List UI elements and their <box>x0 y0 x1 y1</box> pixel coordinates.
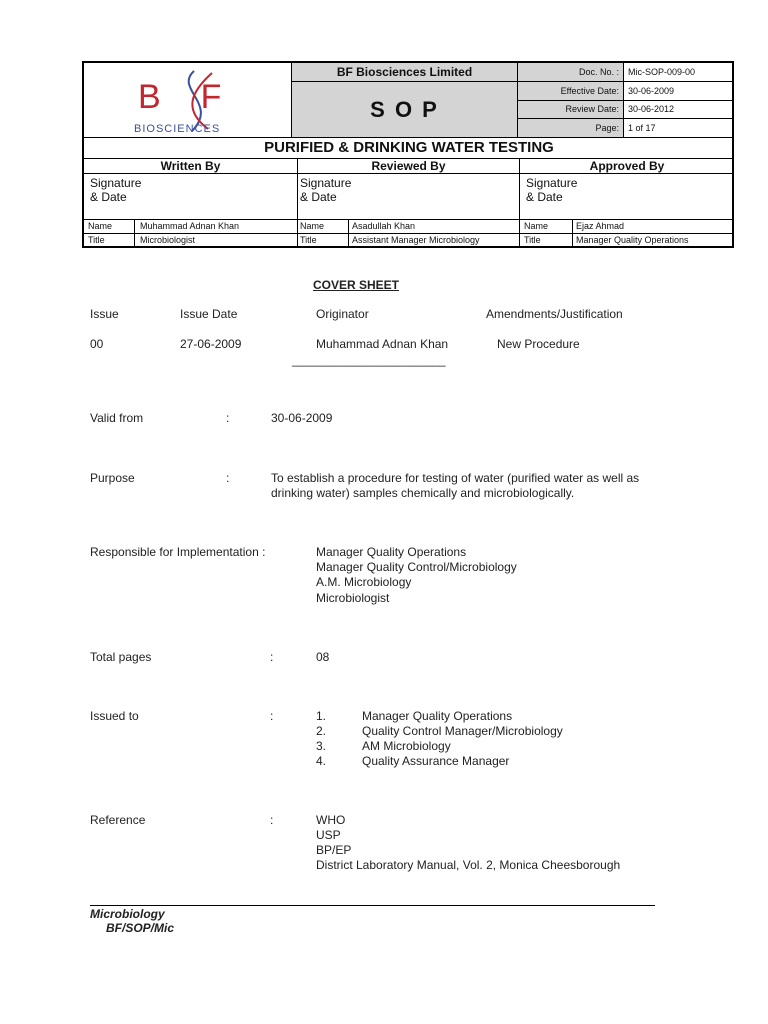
originator-value: Muhammad Adnan Khan <box>316 337 449 351</box>
reference-colon: : <box>270 813 274 827</box>
issued-to-label: Issued to <box>90 709 139 723</box>
responsible-item: Manager Quality Control/Microbiology <box>316 560 517 574</box>
issued-item: Quality Control Manager/Microbiology <box>362 724 563 738</box>
reviewed-name-value: Asadullah Khan <box>352 221 416 231</box>
total-pages-label: Total pages <box>90 650 152 664</box>
issued-number: 3. <box>316 739 327 753</box>
amendments-column-header: Amendments/Justification <box>486 307 623 321</box>
issued-item: AM Microbiology <box>362 739 451 753</box>
approved-date-label: & Date <box>526 190 563 204</box>
effective-date-label: Effective Date: <box>518 82 623 100</box>
responsible-item: Microbiologist <box>316 591 390 605</box>
amendment-value: New Procedure <box>497 337 580 351</box>
effective-date-value: 30-06-2009 <box>628 86 675 96</box>
issued-to-colon: : <box>270 709 274 723</box>
issued-item: Quality Assurance Manager <box>362 754 510 768</box>
responsible-item: Manager Quality Operations <box>316 545 467 559</box>
signature-underline: _______________________ <box>292 353 446 367</box>
approved-signature-label: Signature <box>526 176 578 190</box>
footer-divider <box>90 905 655 906</box>
purpose-label: Purpose <box>90 471 135 485</box>
written-title-label: Title <box>88 235 105 245</box>
reference-item: District Laboratory Manual, Vol. 2, Monica Cheesborough <box>316 858 621 872</box>
review-date-value: 30-06-2012 <box>628 104 675 114</box>
issued-number: 4. <box>316 754 327 768</box>
issue-column-header: Issue <box>90 307 119 321</box>
logo-letters: BF <box>138 78 262 116</box>
written-name-value: Muhammad Adnan Khan <box>140 221 240 231</box>
written-signature-label: Signature <box>90 176 142 190</box>
footer-doc-code: BF/SOP/Mic <box>106 921 175 935</box>
approved-title-value: Manager Quality Operations <box>576 235 689 245</box>
reviewed-name-label: Name <box>300 221 325 231</box>
review-date-label: Review Date: <box>518 101 623 118</box>
document-header-table <box>82 61 734 248</box>
issue-value: 00 <box>90 337 104 351</box>
issue-date-column-header: Issue Date <box>180 307 238 321</box>
valid-from-label: Valid from <box>90 411 144 425</box>
approved-name-value: Ejaz Ahmad <box>576 221 625 231</box>
reference-label: Reference <box>90 813 146 827</box>
written-date-label: & Date <box>90 190 127 204</box>
doc-no-value: Mic-SOP-009-00 <box>628 67 696 77</box>
issued-number: 1. <box>316 709 327 723</box>
total-pages-colon: : <box>270 650 274 664</box>
reference-item: BP/EP <box>316 843 352 857</box>
doc-no-label: Doc. No. : <box>518 63 623 81</box>
valid-from-colon: : <box>226 411 230 425</box>
approved-title-label: Title <box>524 235 541 245</box>
reviewed-by-heading: Reviewed By <box>371 159 446 173</box>
responsible-item: A.M. Microbiology <box>316 575 412 589</box>
sop-label: S O P <box>292 82 517 137</box>
total-pages-value: 08 <box>316 650 330 664</box>
reviewed-title-value: Assistant Manager Microbiology <box>352 235 480 245</box>
company-logo <box>124 69 262 135</box>
reference-item: WHO <box>316 813 346 827</box>
issued-item: Manager Quality Operations <box>362 709 513 723</box>
footer-department: Microbiology <box>90 907 165 921</box>
written-by-heading: Written By <box>160 159 221 173</box>
purpose-colon: : <box>226 471 230 485</box>
issue-date-value: 27-06-2009 <box>180 337 242 351</box>
purpose-value: To establish a procedure for testing of water (purified water as well as drinking water) samples chemically and microbiologically. <box>271 471 640 500</box>
page-label: Page: <box>518 119 623 137</box>
cover-sheet-heading: COVER SHEET <box>313 278 400 292</box>
issued-number: 2. <box>316 724 327 738</box>
responsible-label: Responsible for Implementation : <box>90 545 266 559</box>
approved-name-label: Name <box>524 221 549 231</box>
document-title: PURIFIED & DRINKING WATER TESTING <box>264 139 554 156</box>
reviewed-date-label: & Date <box>300 190 337 204</box>
page-value: 1 of 17 <box>628 123 656 133</box>
written-name-label: Name <box>88 221 113 231</box>
reference-item: USP <box>316 828 341 842</box>
reviewed-title-label: Title <box>300 235 317 245</box>
logo-subtitle: BIOSCIENCES <box>134 123 221 135</box>
valid-from-value: 30-06-2009 <box>271 411 333 425</box>
company-name: BF Biosciences Limited <box>292 63 517 81</box>
written-title-value: Microbiologist <box>140 235 196 245</box>
approved-by-heading: Approved By <box>589 159 665 173</box>
originator-column-header: Originator <box>316 307 369 321</box>
reviewed-signature-label: Signature <box>300 176 352 190</box>
